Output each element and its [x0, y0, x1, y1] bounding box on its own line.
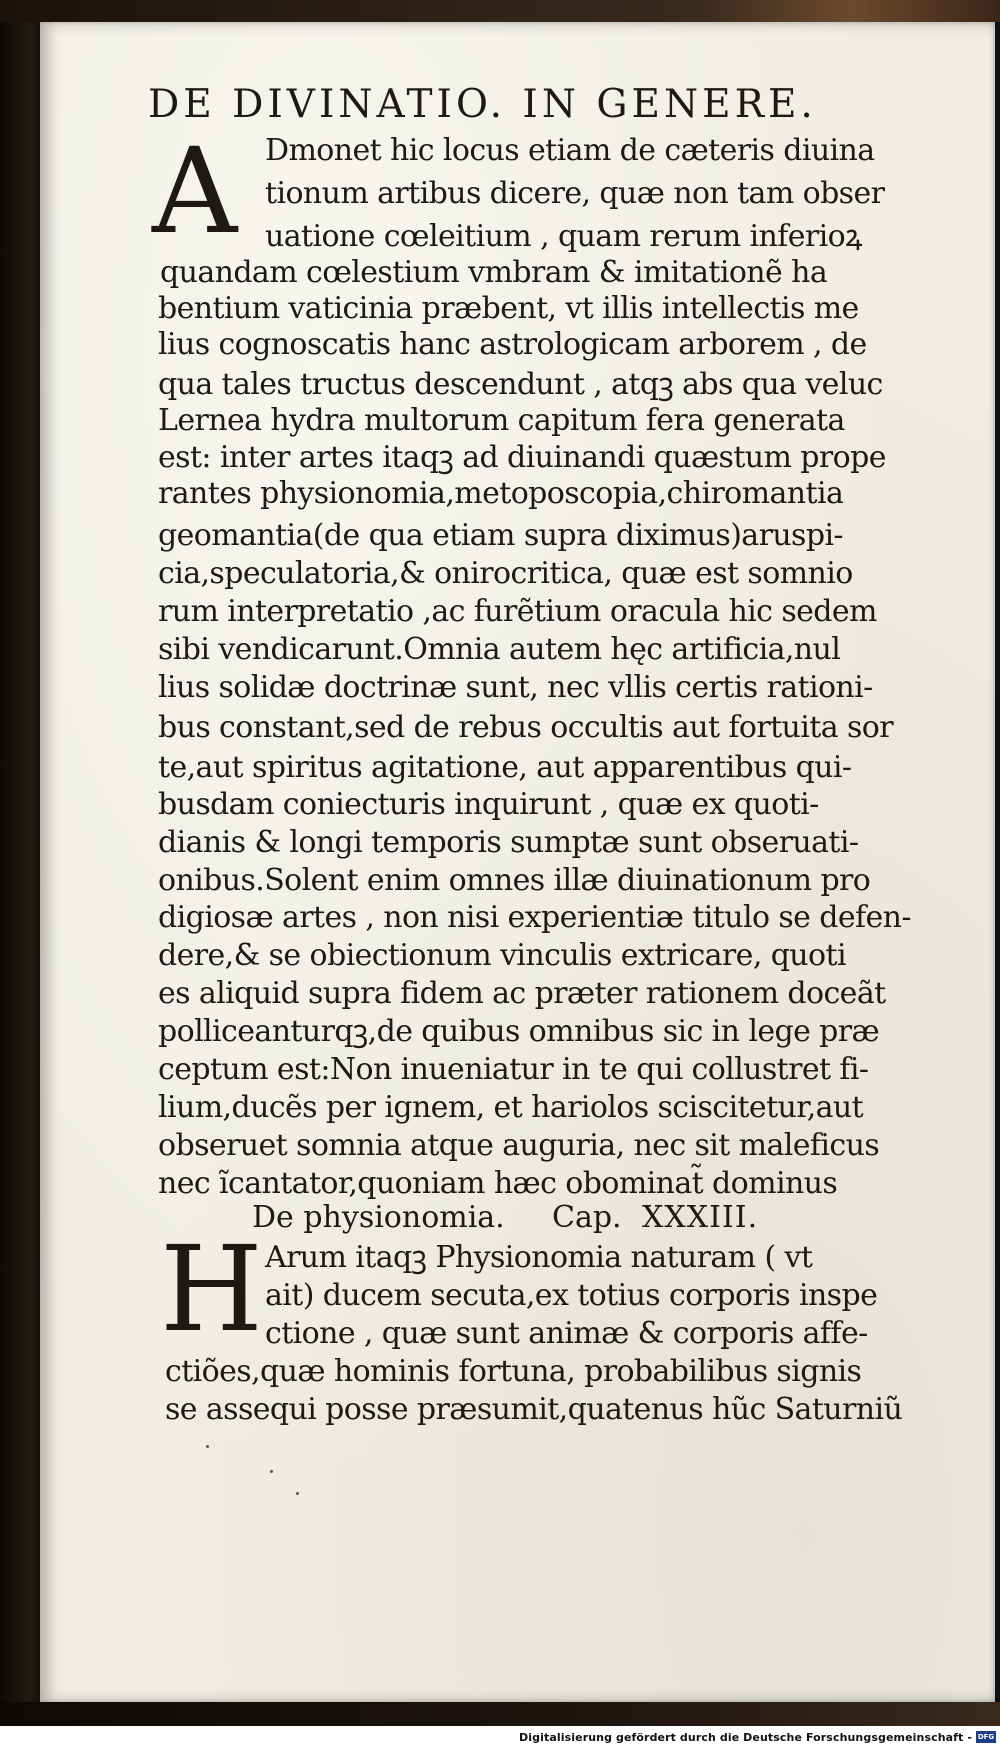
- text-line: qua tales tructus descendunt , atqꝫ abs qua veluc: [158, 367, 883, 402]
- text-line: lius cognoscatis hanc astrologicam arborem , de: [158, 327, 867, 362]
- running-heading: DE DIVINATIO. IN GENERE.: [148, 82, 817, 127]
- text-line: cia,speculatoria,& onirocritica, quæ est somnio: [158, 556, 853, 591]
- text-line: onibus.Solent enim omnes illæ diuinationum pro: [158, 863, 871, 898]
- paper-speck: [206, 1445, 209, 1448]
- funding-credit: Digitalisierung gefördert durch die Deutsche Forschungsgemeinschaft -: [519, 1731, 972, 1744]
- text-line: ctione , quæ sunt animæ & corporis affe-: [265, 1316, 868, 1351]
- text-line: dianis & longi temporis sumptæ sunt obseruati-: [158, 825, 859, 860]
- dfg-logo: DFG: [977, 1733, 995, 1741]
- drop-cap-h: H: [160, 1220, 263, 1358]
- text-line: busdam coniecturis inquirunt , quæ ex quoti-: [158, 787, 819, 822]
- text-line: te,aut spiritus agitatione, aut apparentibus qui-: [158, 750, 852, 785]
- text-line: nec ĩcantator,quoniam hæc obominat̃ dominus: [158, 1166, 838, 1201]
- paper-speck: [296, 1492, 299, 1495]
- text-line: ceptum est:Non inueniatur in te qui collustret fi-: [158, 1052, 869, 1087]
- text-line: geomantia(de qua etiam supra diximus)aruspi-: [158, 518, 843, 553]
- text-line: lius solidæ doctrinæ sunt, nec vllis certis rationi-: [158, 670, 873, 705]
- text-line: bus constant,sed de rebus occultis aut fortuita sor: [158, 710, 893, 745]
- book-top-edge: [0, 0, 1000, 22]
- text-line: digiosæ artes , non nisi experientiæ titulo se defen-: [158, 900, 911, 935]
- drop-cap-a: A: [152, 122, 238, 260]
- text-line: rum interpretatio ,ac furẽtium oracula hic sedem: [158, 594, 877, 629]
- text-line: uatione cœleitium , quam rerum inferioꝝ: [265, 219, 862, 254]
- text-line: est: inter artes itaqꝫ ad diuinandi quæstum prope: [158, 440, 886, 475]
- text-line: Arum itaqꝫ Physionomia naturam ( vt: [265, 1240, 813, 1275]
- text-line: lium,ducẽs per ignem, et hariolos sciscitetur,aut: [158, 1090, 864, 1125]
- text-line: sibi vendicarunt.Omnia autem hęc artificia,nul: [158, 632, 841, 667]
- text-line: quandam cœlestium vmbram & imitationẽ ha: [160, 255, 828, 290]
- text-line: es aliquid supra fidem ac præter rationem doceãt: [158, 976, 886, 1011]
- text-line: ait) ducem secuta,ex totius corporis inspe: [265, 1278, 878, 1313]
- text-line: Lernea hydra multorum capitum fera generata: [158, 403, 845, 438]
- text-line: dere,& se obiectionum vinculis extricare, quoti: [158, 938, 846, 973]
- text-line: tionum artibus dicere, quæ non tam obser: [265, 176, 885, 211]
- chapter-cap-label: Cap.: [552, 1200, 622, 1235]
- chapter-title: De physionomia.: [252, 1200, 505, 1235]
- text-line: Dmonet hic locus etiam de cæteris diuina: [265, 133, 875, 168]
- paper-speck: [270, 1470, 273, 1473]
- text-line: obseruet somnia atque auguria, nec sit maleficus: [158, 1128, 880, 1163]
- credit-bar: [0, 1726, 1000, 1750]
- book-bottom-edge: [0, 1702, 1000, 1726]
- text-line: ctiões,quæ hominis fortuna, probabilibus signis: [165, 1354, 862, 1389]
- chapter-heading: [252, 1200, 758, 1235]
- chapter-number: XXXIII.: [642, 1200, 759, 1235]
- text-line: polliceanturqꝫ,de quibus omnibus sic in lege præ: [158, 1014, 880, 1049]
- text-line: bentium vaticinia præbent, vt illis intellectis me: [158, 291, 859, 326]
- text-line: se assequi posse præsumit,quatenus hũc Saturniũ: [165, 1392, 903, 1427]
- text-line: rantes physionomia,metoposcopia,chiromantia: [158, 476, 844, 511]
